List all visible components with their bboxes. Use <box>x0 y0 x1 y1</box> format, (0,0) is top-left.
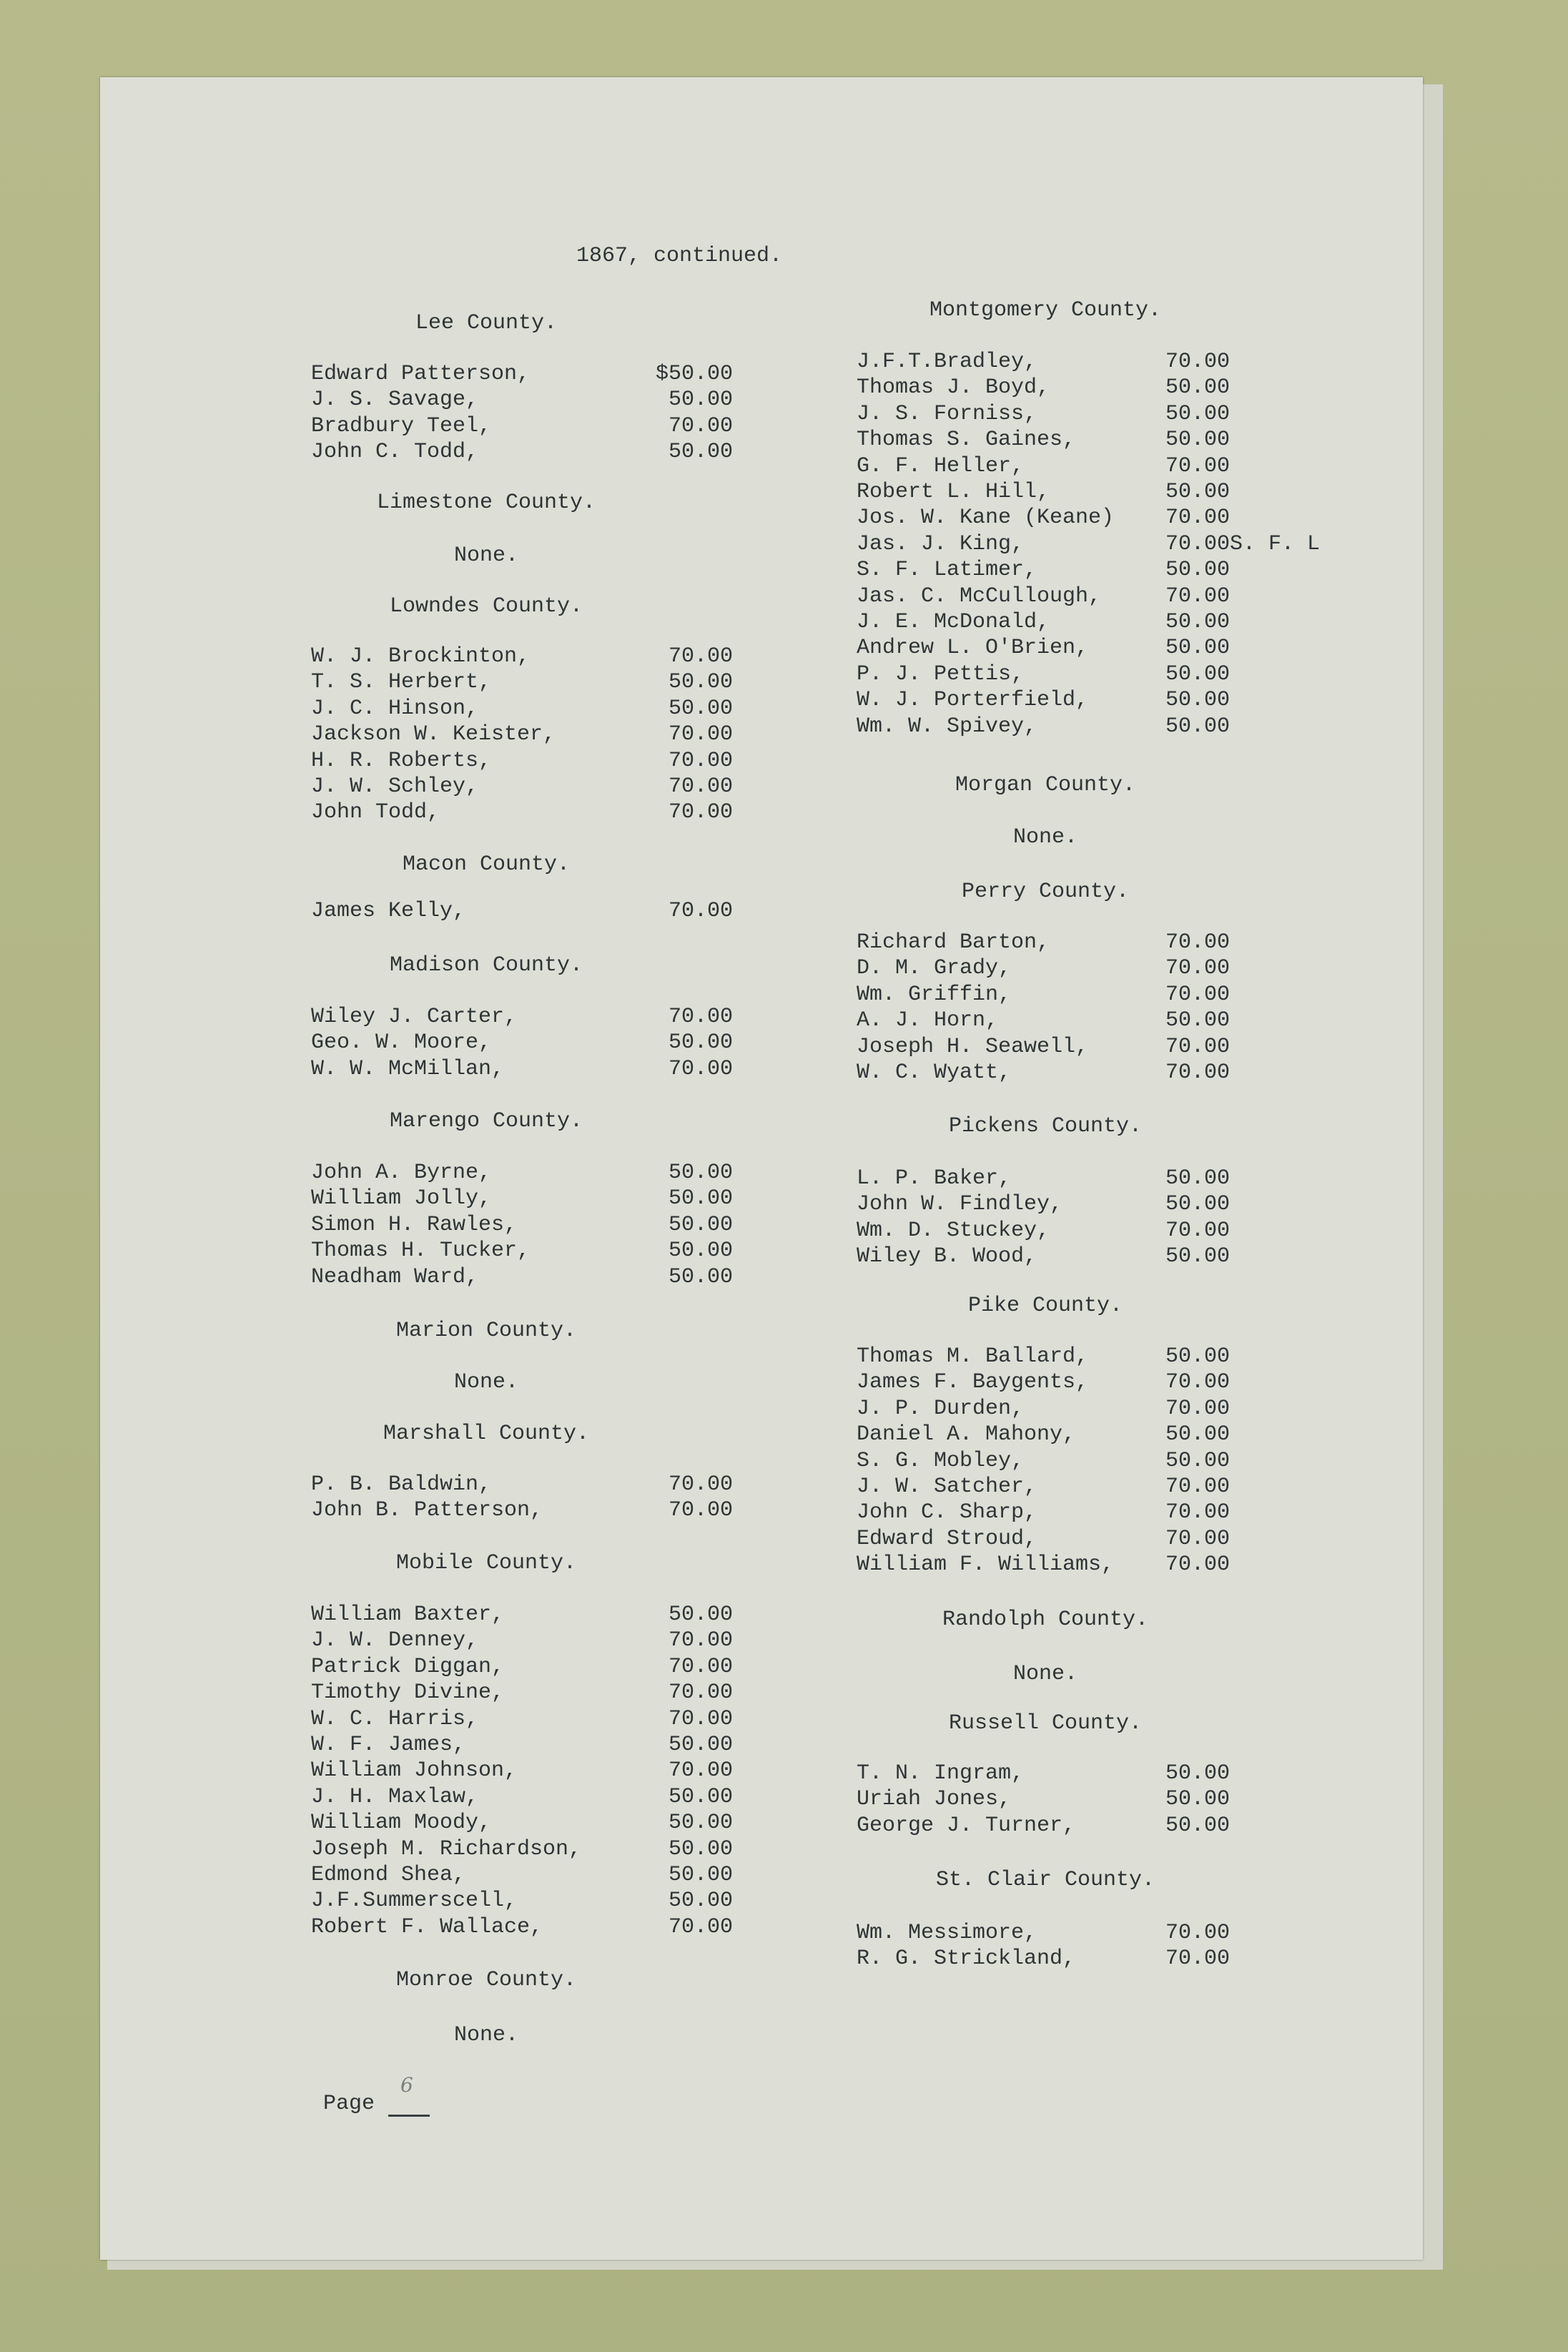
entry-name: Edward Patterson, <box>311 362 531 386</box>
entry-amount: 50.00 <box>1165 1344 1231 1369</box>
county-heading: Mobile County. <box>395 1551 577 1575</box>
entry-amount: 70.00 <box>1165 1553 1231 1578</box>
entry-name: James Kelly, <box>311 899 466 923</box>
entry-amount: 70.00 <box>1165 930 1231 955</box>
entry-name: Simon H. Rawles, <box>311 1212 518 1237</box>
entry-amount: 70.00 <box>1165 1218 1231 1243</box>
entry-name: Thomas M. Ballard, <box>857 1344 1089 1369</box>
county-heading: Marion County. <box>395 1319 577 1343</box>
entry-amount: 50.00 <box>669 1161 734 1185</box>
entry-name: G. F. Heller, <box>857 453 1025 478</box>
entry-amount: 50.00 <box>1165 636 1231 661</box>
entry-amount: 70.00 <box>1165 1921 1231 1945</box>
entry-amount: 50.00 <box>669 1836 734 1861</box>
entry-amount: 70.00 <box>1165 1396 1231 1421</box>
entry-name: D. M. Grady, <box>857 956 1012 981</box>
entry-name: William F. Williams, <box>857 1553 1115 1578</box>
entry-amount: 50.00 <box>669 1889 734 1914</box>
entry-amount: 50.00 <box>669 388 734 413</box>
entry-name: S. F. Latimer, <box>857 558 1037 583</box>
entry-name: J. H. Maxlaw, <box>311 1784 479 1809</box>
entry-name: Richard Barton, <box>857 930 1050 955</box>
entry-name: Patrick Diggan, <box>311 1654 505 1679</box>
entry-name: P. J. Pettis, <box>857 661 1025 687</box>
entry-name: Thomas S. Gaines, <box>857 428 1076 453</box>
page-label: Page <box>323 2092 375 2116</box>
entry-name: Wm. D. Stuckey, <box>857 1218 1050 1243</box>
entry-amount: 70.00 <box>669 774 734 799</box>
entry-amount: 50.00 <box>669 670 734 695</box>
entry-name: Edmond Shea, <box>311 1863 466 1887</box>
entry-name: W. F. James, <box>311 1733 466 1757</box>
page-number-line <box>388 2115 430 2117</box>
entry-amount: 70.00 <box>1165 1526 1231 1551</box>
entry-name: W. J. Brockinton, <box>311 644 531 669</box>
entry-amount: 50.00 <box>669 1733 734 1757</box>
entry-amount: 50.00 <box>1165 1448 1231 1473</box>
entry-amount: 70.00 <box>1165 1370 1231 1395</box>
entry-name: A. J. Horn, <box>857 1008 999 1033</box>
entry-amount: 70.00 <box>1165 584 1231 609</box>
entry-amount: 70.00 <box>669 1056 734 1081</box>
entry-name: W. C. Wyatt, <box>857 1061 1012 1085</box>
entry-name: P. B. Baldwin, <box>311 1472 492 1497</box>
entry-amount: 70.00 <box>1165 1475 1231 1499</box>
entry-name: J. S. Savage, <box>311 388 479 413</box>
entry-amount: 70.00 <box>669 1681 734 1706</box>
entry-amount: 70.00 <box>1165 1061 1231 1085</box>
entry-amount: 70.00 <box>1165 1500 1231 1525</box>
none-note: None. <box>1012 1662 1078 1686</box>
entry-name: Bradbury Teel, <box>311 413 492 438</box>
county-heading: Monroe County. <box>395 1968 577 1992</box>
entry-amount: 50.00 <box>1165 480 1231 504</box>
entry-amount: 50.00 <box>669 1239 734 1264</box>
county-heading: Randolph County. <box>942 1608 1149 1632</box>
entry-name: W. C. Harris, <box>311 1706 479 1731</box>
entry-name: W. J. Porterfield, <box>857 688 1089 713</box>
entry-name: Daniel A. Mahony, <box>857 1422 1076 1447</box>
entry-amount: 50.00 <box>1165 558 1231 583</box>
entry-name: J. S. Forniss, <box>857 401 1037 426</box>
entry-name: John B. Patterson, <box>311 1498 543 1523</box>
none-note: None. <box>1012 825 1078 850</box>
entry-name: Jos. W. Kane (Keane) <box>857 506 1115 531</box>
entry-name: H. R. Roberts, <box>311 748 492 773</box>
entry-name: James F. Baygents, <box>857 1370 1089 1395</box>
entry-amount: 50.00 <box>1165 401 1231 426</box>
entry-name: Edward Stroud, <box>857 1526 1037 1551</box>
county-heading: St. Clair County. <box>935 1868 1155 1892</box>
county-heading: Russell County. <box>948 1711 1143 1736</box>
entry-amount: 70.00 <box>669 1706 734 1731</box>
county-heading: Perry County. <box>961 880 1130 904</box>
none-note: None. <box>453 1370 518 1394</box>
entry-name: Jackson W. Keister, <box>311 722 556 747</box>
entry-name: John W. Findley, <box>857 1192 1063 1217</box>
entry-amount: 50.00 <box>1165 1192 1231 1217</box>
entry-amount: 50.00 <box>1165 688 1231 713</box>
county-heading: Madison County. <box>389 953 583 978</box>
entry-amount: 70.00 <box>669 1498 734 1523</box>
entry-amount: 50.00 <box>1165 1166 1231 1191</box>
entry-amount: 50.00 <box>1165 1244 1231 1269</box>
county-heading: Pike County. <box>967 1294 1123 1318</box>
entry-name: J. C. Hinson, <box>311 696 479 721</box>
entry-amount: 70.00 <box>1165 956 1231 981</box>
entry-name: William Moody, <box>311 1811 492 1836</box>
entry-name: J. P. Durden, <box>857 1396 1025 1421</box>
entry-amount: 70.00 <box>669 413 734 438</box>
entry-name: John C. Todd, <box>311 440 479 465</box>
entry-name: William Jolly, <box>311 1186 492 1211</box>
entry-amount: 70.00 <box>669 1758 734 1783</box>
entry-name: J. W. Satcher, <box>857 1475 1037 1499</box>
county-heading: Marengo County. <box>389 1109 583 1133</box>
entry-amount: 50.00 <box>669 1212 734 1237</box>
county-heading: Marshall County. <box>383 1422 590 1446</box>
entry-amount: 70.00 <box>669 1472 734 1497</box>
entry-name: Neadham Ward, <box>311 1264 479 1289</box>
entry-name: W. W. McMillan, <box>311 1056 505 1081</box>
entry-name: John A. Byrne, <box>311 1161 492 1185</box>
page-number: 6 <box>400 2073 413 2097</box>
entry-name: George J. Turner, <box>857 1813 1076 1838</box>
entry-amount: 50.00 <box>669 1264 734 1289</box>
entry-amount: 70.00 <box>1165 506 1231 531</box>
entry-name: Jas. C. McCullough, <box>857 584 1102 609</box>
entry-name: Thomas J. Boyd, <box>857 375 1050 400</box>
entry-amount: 50.00 <box>669 440 734 465</box>
entry-amount: 70.00 <box>669 1628 734 1653</box>
county-heading: Morgan County. <box>955 773 1136 797</box>
entry-amount: 50.00 <box>669 1603 734 1627</box>
entry-amount: $50.00 <box>656 362 734 386</box>
entry-name: Wiley J. Carter, <box>311 1005 518 1029</box>
entry-name: William Johnson, <box>311 1758 518 1783</box>
entry-name: Geo. W. Moore, <box>311 1030 492 1056</box>
entry-name: Robert L. Hill, <box>857 480 1050 504</box>
entry-name: Wm. Griffin, <box>857 982 1012 1007</box>
entry-name: R. G. Strickland, <box>857 1947 1076 1972</box>
entry-name: William Baxter, <box>311 1603 505 1627</box>
entry-amount: 50.00 <box>669 1863 734 1887</box>
entry-name: J.F.T.Bradley, <box>857 350 1037 374</box>
entry-amount: 70.00 <box>1165 453 1231 478</box>
entry-amount: 70.00 <box>669 1005 734 1029</box>
entry-amount: 50.00 <box>669 1030 734 1056</box>
none-note: None. <box>453 2023 518 2047</box>
entry-name: J. E. McDonald, <box>857 610 1050 634</box>
entry-amount: 70.00 <box>669 1654 734 1679</box>
entry-amount: 70.00 <box>669 899 734 923</box>
entry-amount: 70.00 <box>1165 982 1231 1007</box>
entry-amount: 70.00 <box>1165 1034 1231 1059</box>
county-heading: Montgomery County. <box>929 298 1162 323</box>
entry-amount: 70.00 <box>1165 1947 1231 1972</box>
entry-amount: 70.00 <box>1165 350 1231 374</box>
entry-amount: 70.00 <box>669 644 734 669</box>
entry-amount: 50.00 <box>669 1811 734 1836</box>
entry-amount: 50.00 <box>1165 610 1231 634</box>
none-note: None. <box>453 543 518 568</box>
entry-name: T. N. Ingram, <box>857 1761 1025 1786</box>
entry-name: Wm. Messimore, <box>857 1921 1037 1945</box>
entry-amount: 70.00 <box>669 800 734 825</box>
entry-amount: 50.00 <box>1165 1787 1231 1812</box>
entry-amount: 50.00 <box>1165 1761 1231 1786</box>
county-heading: Limestone County. <box>376 491 596 515</box>
county-heading: Lowndes County. <box>389 594 583 619</box>
entry-name: Wiley B. Wood, <box>857 1244 1037 1269</box>
entry-amount: 50.00 <box>669 696 734 721</box>
entry-name: Timothy Divine, <box>311 1681 505 1706</box>
entry-amount: 50.00 <box>1165 375 1231 400</box>
entry-name: Andrew L. O'Brien, <box>857 636 1089 661</box>
entry-name: Robert F. Wallace, <box>311 1914 543 1939</box>
entry-amount: 50.00 <box>669 1186 734 1211</box>
entry-amount: 50.00 <box>1165 1422 1231 1447</box>
entry-amount: 70.00 <box>669 722 734 747</box>
entry-name: Joseph H. Seawell, <box>857 1034 1089 1059</box>
page-header: 1867, continued. <box>576 244 783 268</box>
entry-amount: 50.00 <box>1165 428 1231 453</box>
entry-name: Wm. W. Spivey, <box>857 714 1037 739</box>
county-heading: Lee County. <box>415 311 558 335</box>
entry-name: John C. Sharp, <box>857 1500 1037 1525</box>
entry-amount: 70.00S. F. L <box>1165 531 1321 556</box>
entry-name: L. P. Baker, <box>857 1166 1012 1191</box>
entry-amount: 50.00 <box>1165 714 1231 739</box>
entry-name: Jas. J. King, <box>857 531 1025 556</box>
entry-name: J. W. Denney, <box>311 1628 479 1653</box>
entry-name: Uriah Jones, <box>857 1787 1012 1812</box>
entry-name: Joseph M. Richardson, <box>311 1836 582 1861</box>
entry-amount: 50.00 <box>1165 1813 1231 1838</box>
entry-name: T. S. Herbert, <box>311 670 492 695</box>
entry-amount: 50.00 <box>669 1784 734 1809</box>
entry-amount: 70.00 <box>669 1914 734 1939</box>
county-heading: Macon County. <box>402 852 571 877</box>
entry-name: John Todd, <box>311 800 440 825</box>
entry-amount: 70.00 <box>669 748 734 773</box>
entry-amount: 50.00 <box>1165 661 1231 687</box>
county-heading: Pickens County. <box>948 1114 1143 1138</box>
entry-name: J. W. Schley, <box>311 774 479 799</box>
entry-name: J.F.Summerscell, <box>311 1889 518 1914</box>
entry-amount: 50.00 <box>1165 1008 1231 1033</box>
entry-name: Thomas H. Tucker, <box>311 1239 531 1264</box>
entry-name: S. G. Mobley, <box>857 1448 1025 1473</box>
